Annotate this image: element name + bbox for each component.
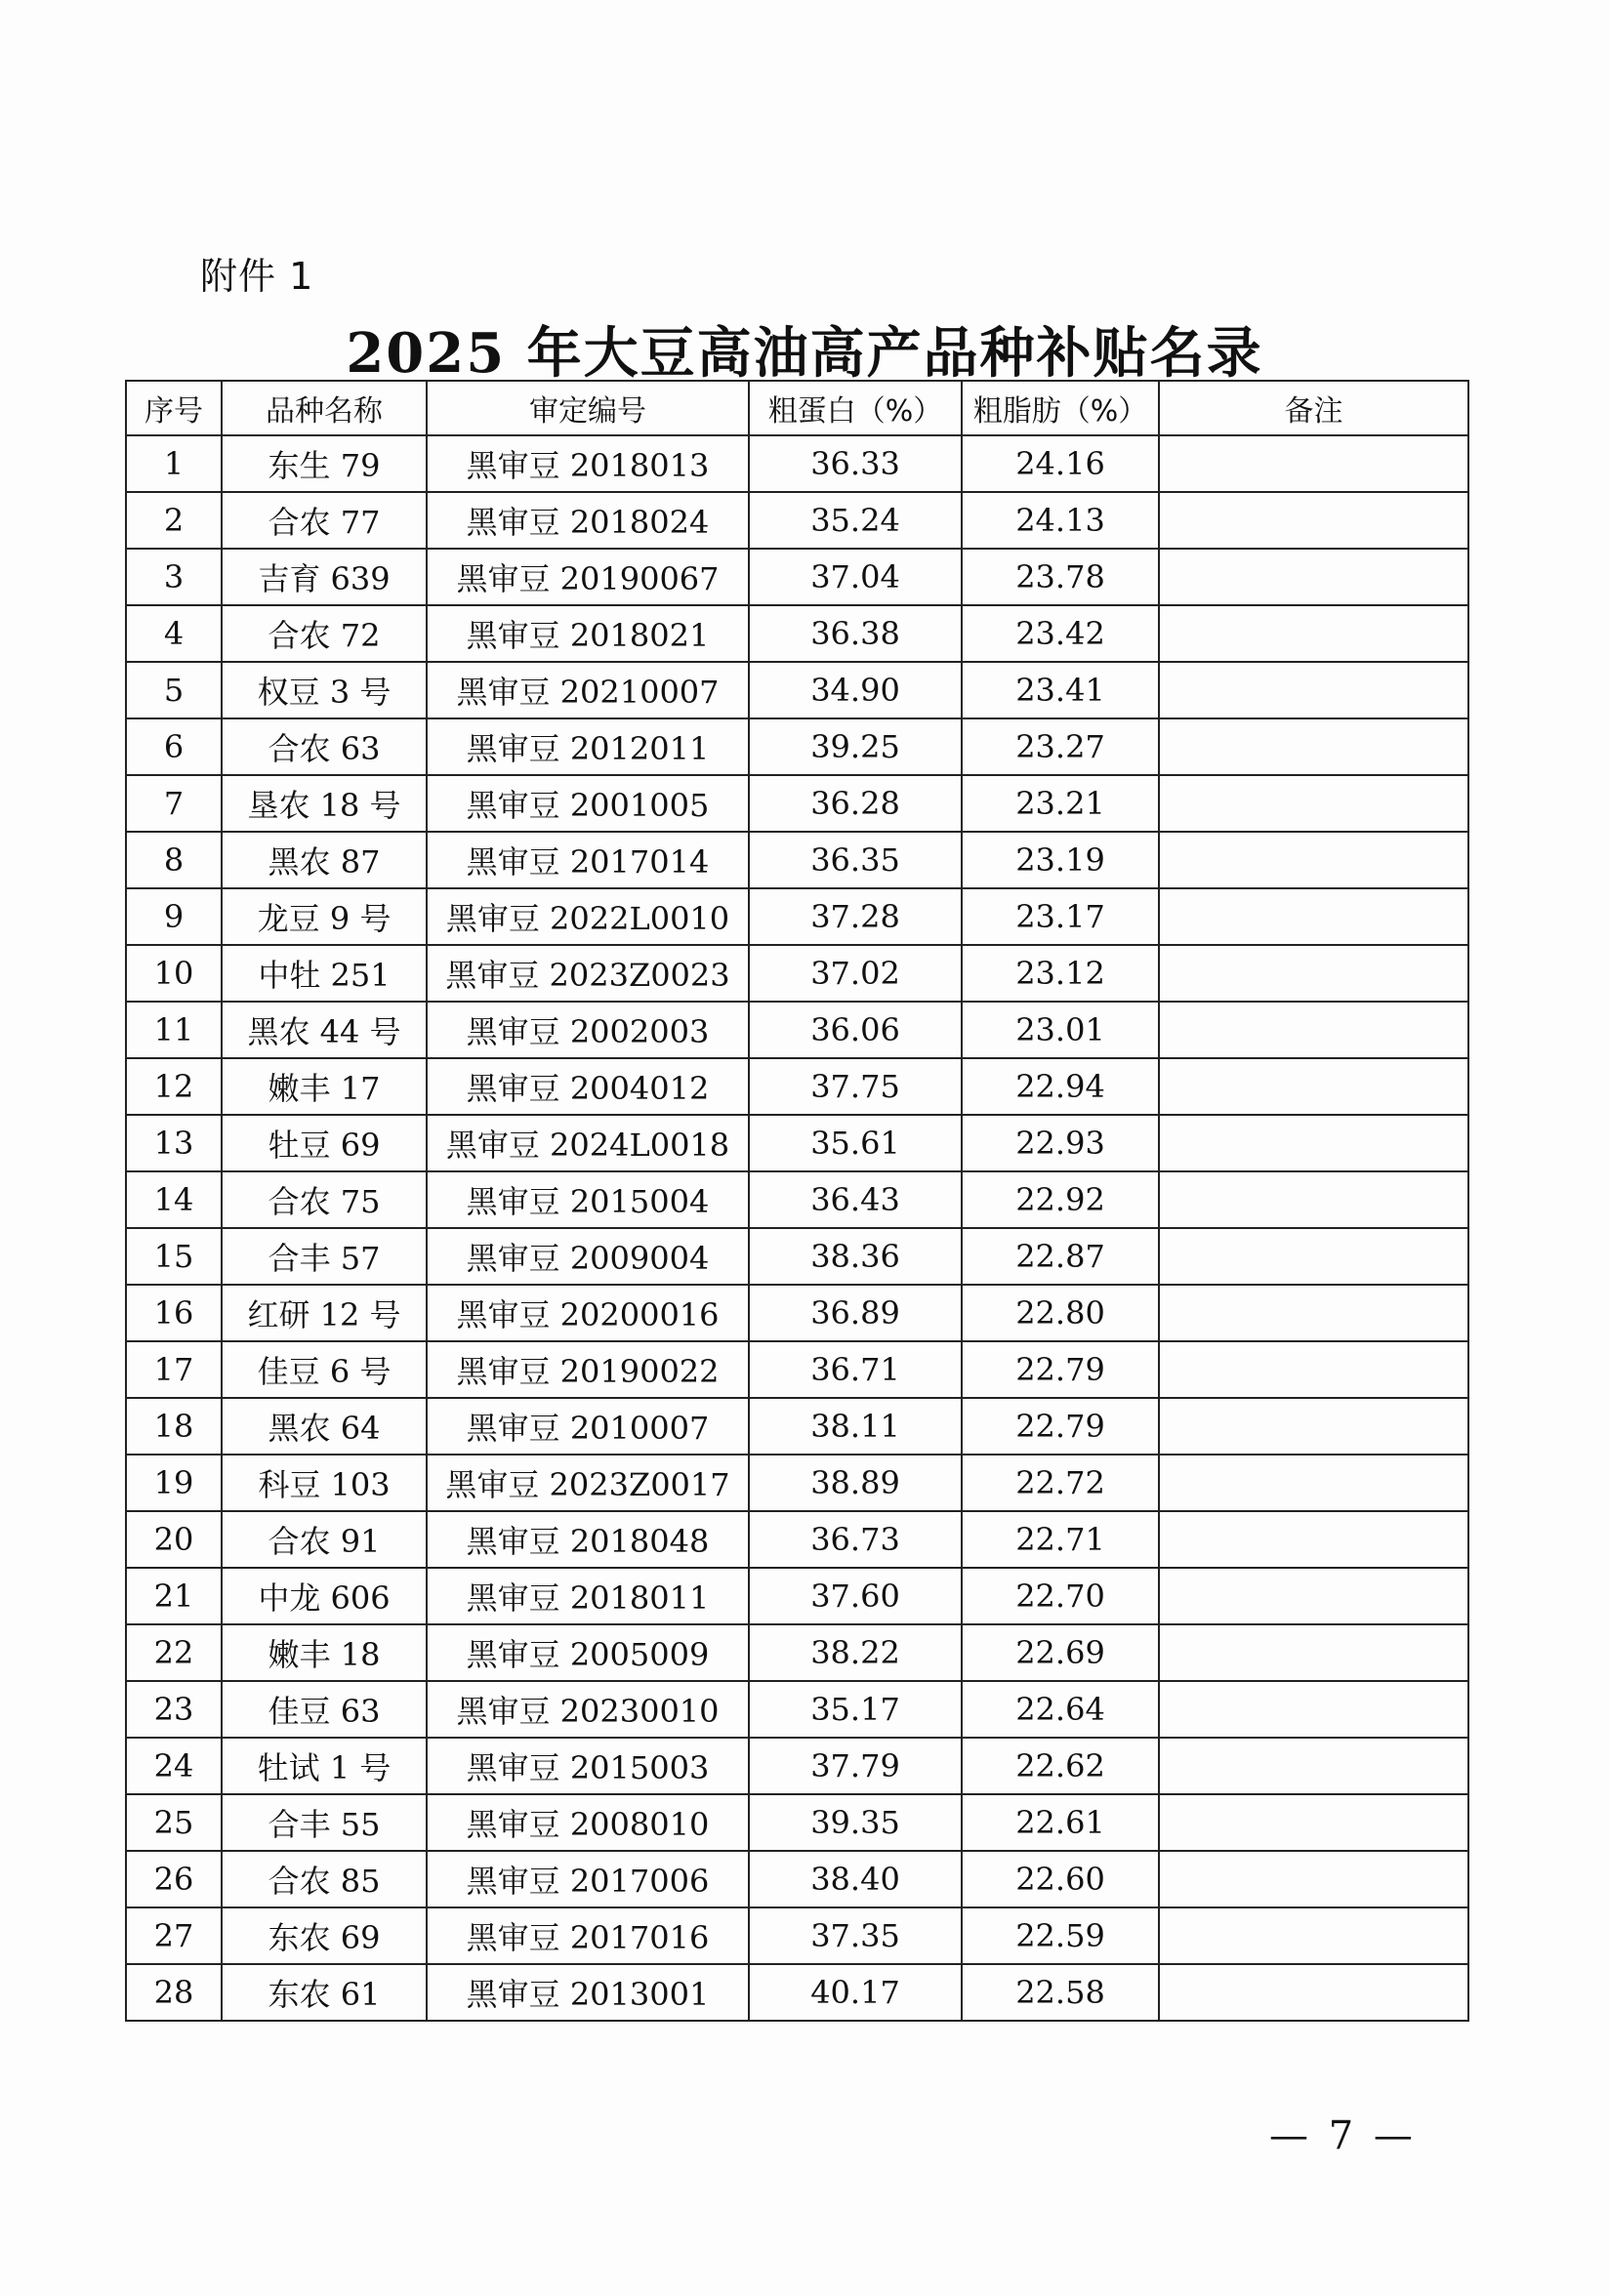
table-row [126,1907,1468,1964]
cell-crude-fat: 22.70 [962,1568,1159,1624]
cell-index: 15 [126,1228,222,1285]
table-row [126,1171,1468,1228]
cell-index: 23 [126,1681,222,1738]
cell-variety-name: 牡豆 69 [222,1115,427,1171]
cell-crude-fat: 23.42 [962,605,1159,662]
cell-crude-protein: 36.38 [749,605,962,662]
table-row [126,1228,1468,1285]
cell-variety-name: 合丰 55 [222,1794,427,1851]
cell-variety-name: 中牡 251 [222,945,427,1002]
cell-variety-name: 科豆 103 [222,1455,427,1511]
cell-index: 25 [126,1794,222,1851]
cell-remarks [1159,1851,1468,1907]
attachment-label: 附件 1 [200,255,314,298]
cell-index: 12 [126,1058,222,1115]
cell-index: 11 [126,1002,222,1058]
cell-crude-fat: 22.87 [962,1228,1159,1285]
cell-variety-name: 东生 79 [222,435,427,492]
cell-variety-name: 权豆 3 号 [222,662,427,718]
table-header-row [126,381,1468,435]
cell-approval-number: 黑审豆 2013001 [427,1964,749,2021]
cell-approval-number: 黑审豆 20200016 [427,1285,749,1341]
cell-index: 5 [126,662,222,718]
cell-index: 9 [126,888,222,945]
cell-approval-number: 黑审豆 2022L0010 [427,888,749,945]
cell-crude-protein: 38.40 [749,1851,962,1907]
table-row [126,1398,1468,1455]
cell-crude-protein: 36.28 [749,775,962,832]
cell-crude-protein: 37.04 [749,549,962,605]
cell-crude-protein: 35.61 [749,1115,962,1171]
cell-crude-protein: 37.28 [749,888,962,945]
cell-remarks [1159,435,1468,492]
cell-crude-protein: 36.06 [749,1002,962,1058]
cell-approval-number: 黑审豆 2023Z0017 [427,1455,749,1511]
cell-crude-protein: 35.17 [749,1681,962,1738]
table-row [126,1115,1468,1171]
cell-variety-name: 黑农 44 号 [222,1002,427,1058]
cell-crude-fat: 23.19 [962,832,1159,888]
cell-remarks [1159,1285,1468,1341]
cell-approval-number: 黑审豆 2018021 [427,605,749,662]
table-row [126,1455,1468,1511]
cell-crude-protein: 36.73 [749,1511,962,1568]
cell-index: 19 [126,1455,222,1511]
cell-approval-number: 黑审豆 2018048 [427,1511,749,1568]
table-row [126,832,1468,888]
cell-remarks [1159,832,1468,888]
cell-remarks [1159,888,1468,945]
cell-variety-name: 嫩丰 17 [222,1058,427,1115]
cell-crude-fat: 23.41 [962,662,1159,718]
cell-crude-protein: 36.89 [749,1285,962,1341]
cell-variety-name: 龙豆 9 号 [222,888,427,945]
cell-remarks [1159,662,1468,718]
cell-approval-number: 黑审豆 20210007 [427,662,749,718]
cell-approval-number: 黑审豆 2024L0018 [427,1115,749,1171]
cell-crude-protein: 38.11 [749,1398,962,1455]
cell-crude-fat: 22.92 [962,1171,1159,1228]
cell-crude-protein: 36.71 [749,1341,962,1398]
cell-approval-number: 黑审豆 2015003 [427,1738,749,1794]
table-row [126,1002,1468,1058]
cell-crude-fat: 22.72 [962,1455,1159,1511]
cell-crude-fat: 22.71 [962,1511,1159,1568]
table-row [126,1285,1468,1341]
cell-variety-name: 垦农 18 号 [222,775,427,832]
cell-crude-fat: 22.93 [962,1115,1159,1171]
table-row [126,605,1468,662]
cell-index: 10 [126,945,222,1002]
cell-remarks [1159,718,1468,775]
table-row [126,1851,1468,1907]
cell-remarks [1159,1511,1468,1568]
cell-index: 8 [126,832,222,888]
cell-crude-protein: 37.35 [749,1907,962,1964]
cell-crude-fat: 22.61 [962,1794,1159,1851]
cell-crude-fat: 22.80 [962,1285,1159,1341]
cell-approval-number: 黑审豆 2004012 [427,1058,749,1115]
cell-variety-name: 东农 61 [222,1964,427,2021]
cell-approval-number: 黑审豆 20230010 [427,1681,749,1738]
cell-remarks [1159,1624,1468,1681]
cell-variety-name: 合农 77 [222,492,427,549]
cell-approval-number: 黑审豆 2017006 [427,1851,749,1907]
cell-crude-protein: 37.75 [749,1058,962,1115]
cell-crude-fat: 22.79 [962,1398,1159,1455]
cell-variety-name: 牡试 1 号 [222,1738,427,1794]
cell-crude-protein: 38.22 [749,1624,962,1681]
cell-crude-protein: 36.33 [749,435,962,492]
table-row [126,662,1468,718]
cell-index: 1 [126,435,222,492]
cell-crude-fat: 22.79 [962,1341,1159,1398]
table-row [126,1964,1468,2021]
cell-variety-name: 合农 91 [222,1511,427,1568]
cell-crude-fat: 23.21 [962,775,1159,832]
cell-variety-name: 黑农 64 [222,1398,427,1455]
cell-crude-fat: 23.27 [962,718,1159,775]
cell-index: 3 [126,549,222,605]
cell-approval-number: 黑审豆 20190067 [427,549,749,605]
cell-approval-number: 黑审豆 2005009 [427,1624,749,1681]
cell-crude-fat: 22.94 [962,1058,1159,1115]
page-number: — 7 — [1269,2113,1417,2158]
cell-index: 21 [126,1568,222,1624]
header-crude-protein: 粗蛋白（%） [749,381,962,435]
table-row [126,888,1468,945]
cell-variety-name: 合农 72 [222,605,427,662]
table-row [126,1568,1468,1624]
cell-approval-number: 黑审豆 2008010 [427,1794,749,1851]
cell-remarks [1159,1002,1468,1058]
cell-approval-number: 黑审豆 2002003 [427,1002,749,1058]
cell-crude-protein: 37.60 [749,1568,962,1624]
cell-variety-name: 合农 85 [222,1851,427,1907]
cell-index: 7 [126,775,222,832]
cell-index: 2 [126,492,222,549]
table-row [126,435,1468,492]
cell-crude-protein: 40.17 [749,1964,962,2021]
cell-crude-fat: 22.60 [962,1851,1159,1907]
cell-index: 4 [126,605,222,662]
table-row [126,1511,1468,1568]
table-body [126,435,1468,2021]
cell-index: 26 [126,1851,222,1907]
cell-remarks [1159,1058,1468,1115]
header-variety-name: 品种名称 [222,381,427,435]
cell-crude-fat: 23.78 [962,549,1159,605]
cell-index: 20 [126,1511,222,1568]
cell-approval-number: 黑审豆 2018011 [427,1568,749,1624]
cell-remarks [1159,1228,1468,1285]
table-row [126,775,1468,832]
header-crude-fat: 粗脂肪（%） [962,381,1159,435]
cell-variety-name: 合丰 57 [222,1228,427,1285]
table-row [126,549,1468,605]
cell-crude-fat: 22.58 [962,1964,1159,2021]
cell-crude-protein: 37.02 [749,945,962,1002]
cell-remarks [1159,1115,1468,1171]
cell-index: 16 [126,1285,222,1341]
cell-index: 18 [126,1398,222,1455]
cell-approval-number: 黑审豆 2001005 [427,775,749,832]
cell-crude-protein: 34.90 [749,662,962,718]
table-row [126,1681,1468,1738]
table-row [126,1794,1468,1851]
document-title: 2025 年大豆高油高产品种补贴名录 [346,321,1263,386]
table-row [126,1624,1468,1681]
cell-crude-protein: 39.25 [749,718,962,775]
cell-index: 17 [126,1341,222,1398]
cell-crude-fat: 23.17 [962,888,1159,945]
cell-remarks [1159,1398,1468,1455]
cell-crude-fat: 23.01 [962,1002,1159,1058]
cell-approval-number: 黑审豆 2009004 [427,1228,749,1285]
cell-crude-fat: 22.69 [962,1624,1159,1681]
cell-crude-fat: 24.16 [962,435,1159,492]
cell-variety-name: 佳豆 63 [222,1681,427,1738]
cell-index: 22 [126,1624,222,1681]
table-row [126,718,1468,775]
cell-approval-number: 黑审豆 2018024 [427,492,749,549]
header-approval-number: 审定编号 [427,381,749,435]
table-row [126,492,1468,549]
cell-crude-fat: 22.62 [962,1738,1159,1794]
cell-remarks [1159,1738,1468,1794]
cell-crude-protein: 38.36 [749,1228,962,1285]
cell-approval-number: 黑审豆 2012011 [427,718,749,775]
cell-crude-protein: 36.43 [749,1171,962,1228]
cell-crude-protein: 39.35 [749,1794,962,1851]
subsidy-table [125,380,1469,2022]
cell-variety-name: 嫩丰 18 [222,1624,427,1681]
cell-remarks [1159,775,1468,832]
cell-index: 27 [126,1907,222,1964]
cell-variety-name: 合农 63 [222,718,427,775]
cell-approval-number: 黑审豆 2017016 [427,1907,749,1964]
table-row [126,1058,1468,1115]
cell-remarks [1159,1455,1468,1511]
cell-remarks [1159,1341,1468,1398]
cell-remarks [1159,1964,1468,2021]
cell-crude-protein: 37.79 [749,1738,962,1794]
cell-approval-number: 黑审豆 20190022 [427,1341,749,1398]
cell-index: 13 [126,1115,222,1171]
cell-index: 6 [126,718,222,775]
cell-variety-name: 红研 12 号 [222,1285,427,1341]
cell-remarks [1159,549,1468,605]
cell-crude-fat: 22.64 [962,1681,1159,1738]
header-remarks: 备注 [1159,381,1468,435]
cell-crude-protein: 35.24 [749,492,962,549]
table-row [126,1738,1468,1794]
cell-crude-fat: 23.12 [962,945,1159,1002]
cell-remarks [1159,945,1468,1002]
cell-variety-name: 佳豆 6 号 [222,1341,427,1398]
cell-remarks [1159,1681,1468,1738]
cell-variety-name: 中龙 606 [222,1568,427,1624]
cell-variety-name: 东农 69 [222,1907,427,1964]
cell-approval-number: 黑审豆 2010007 [427,1398,749,1455]
table-row [126,945,1468,1002]
cell-remarks [1159,492,1468,549]
cell-remarks [1159,1794,1468,1851]
cell-approval-number: 黑审豆 2018013 [427,435,749,492]
table-row [126,1341,1468,1398]
cell-remarks [1159,605,1468,662]
cell-crude-protein: 38.89 [749,1455,962,1511]
cell-approval-number: 黑审豆 2015004 [427,1171,749,1228]
cell-index: 28 [126,1964,222,2021]
cell-crude-protein: 36.35 [749,832,962,888]
cell-approval-number: 黑审豆 2023Z0023 [427,945,749,1002]
header-index: 序号 [126,381,222,435]
cell-index: 24 [126,1738,222,1794]
cell-remarks [1159,1568,1468,1624]
cell-remarks [1159,1907,1468,1964]
cell-variety-name: 合农 75 [222,1171,427,1228]
cell-crude-fat: 22.59 [962,1907,1159,1964]
cell-variety-name: 吉育 639 [222,549,427,605]
cell-variety-name: 黑农 87 [222,832,427,888]
cell-approval-number: 黑审豆 2017014 [427,832,749,888]
cell-remarks [1159,1171,1468,1228]
cell-crude-fat: 24.13 [962,492,1159,549]
subsidy-table-container [125,380,1467,2022]
cell-index: 14 [126,1171,222,1228]
